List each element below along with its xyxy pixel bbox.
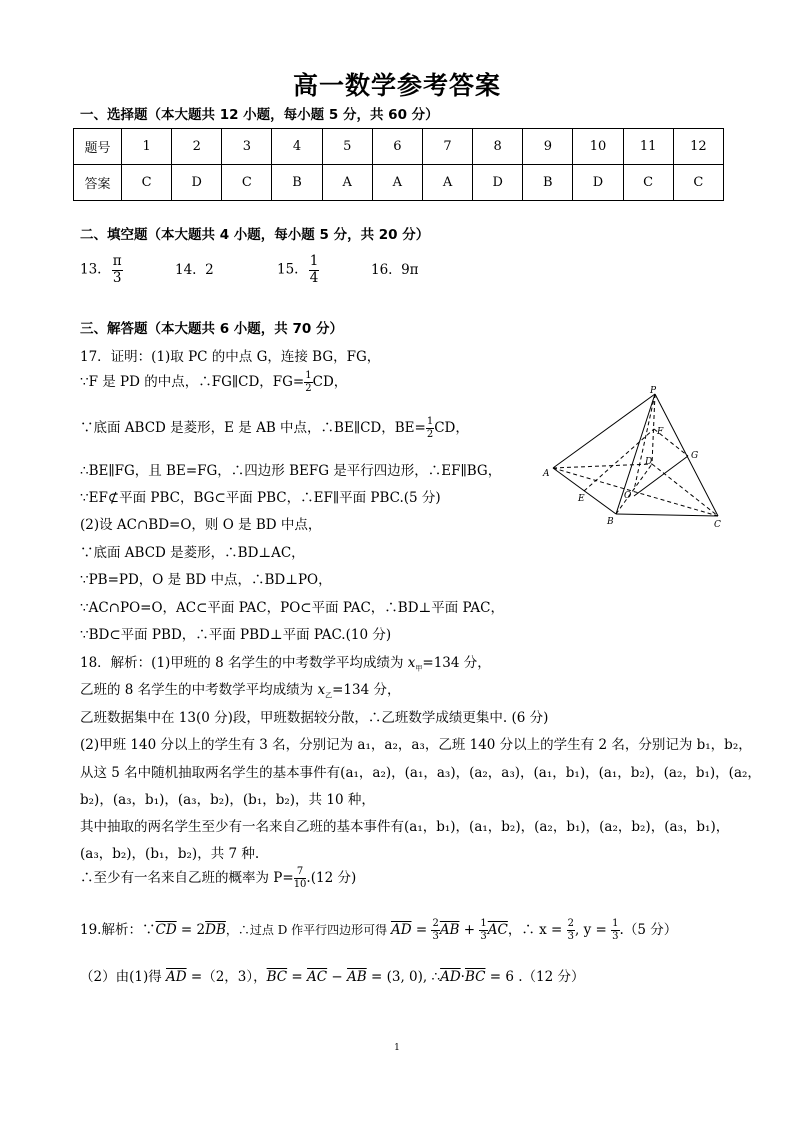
p19-line-1: 19.解析：$\because\overline{CD} = 2\overline{DB}$，∴过点 D 作平行四边形可得 $\overline{AD}$ = $\frac{2}{3}$ $\overline{AB}$ + $\frac{1}{3}$ $\overline{AC}$，∴ x = $\frac{2}{3}$ , y = $\frac{1}{3}$ .（5 分） [80, 918, 678, 942]
q16-label: 16. [371, 262, 393, 278]
p17-line-7: ∵底面 ABCD 是菱形，∴BD⊥AC， [80, 545, 305, 561]
label-c: C [714, 520, 721, 530]
q13-fraction: $\frac{\pi}{3}$ [112, 253, 122, 286]
table-cell: C [623, 165, 673, 201]
label-p: P [650, 386, 657, 396]
p17-line-8: ∵PB=PD，O 是 BD 中点，∴BD⊥PO， [80, 572, 332, 588]
p18-line-8: (a₃，b₂)，(b₁，b₂)，共 7 种. [80, 846, 260, 862]
table-cell: 11 [623, 129, 673, 165]
p18-line-2: 乙班的 8 名学生的中考数学平均成绩为 $x_乙=134$ 分， [80, 682, 401, 700]
table-cell: 10 [573, 129, 623, 165]
q13-label: 13. [80, 261, 102, 278]
q15-fraction: $\frac{1}{4}$ [309, 253, 319, 286]
label-o: O [624, 491, 632, 501]
q14-value: 2 [205, 262, 214, 278]
table-row-numbers [74, 129, 724, 165]
table-cell: D [172, 165, 222, 201]
label-g: G [691, 451, 699, 461]
table-cell: D [573, 165, 623, 201]
q15-label: 15. [277, 261, 299, 278]
section3-heading: 三、解答题（本大题共 6 小题，共 70 分） [80, 321, 343, 337]
table-cell: C [122, 165, 172, 201]
table-cell: 3 [222, 129, 272, 165]
p17-line-6: (2)设 AC∩BD=O，则 O 是 BD 中点， [80, 517, 322, 533]
p18-line-1: 18．解析：(1)甲班的 8 名学生的中考数学平均成绩为 $x_甲=134$ 分， [80, 655, 491, 673]
table-cell: 7 [422, 129, 472, 165]
table-cell: A [372, 165, 422, 201]
fraction: $\frac{7}{10}$ [293, 866, 307, 890]
p17-line-10: ∵BD⊂平面 PBD，∴平面 PBD⊥平面 PAC.(10 分) [80, 627, 392, 643]
table-cell: A [322, 165, 372, 201]
p17-line-1: 17．证明：(1)取 PC 的中点 G，连接 BG，FG， [80, 349, 381, 365]
row-label-answer: 答案 [74, 165, 122, 201]
q16-value: 9π [401, 262, 419, 278]
fraction: $\frac{1}{2}$ [426, 416, 434, 440]
label-e: E [578, 494, 585, 504]
table-row-answers [74, 165, 724, 201]
table-cell: 1 [122, 129, 172, 165]
p18-line-7: 其中抽取的两名学生至少有一名来自乙班的基本事件有(a₁，b₁)，(a₁，b₂)，(a₂，b₁)，(a₂，b₂)，(a₃，b₁)， [80, 819, 730, 835]
label-b: B [607, 517, 614, 527]
p18-line-3: 乙班数据集中在 13(0 分)段，甲班数据较分散，∴乙班数学成绩更集中. (6 分) [80, 710, 549, 726]
answer-15 [277, 255, 319, 285]
p18-line-5: 从这 5 名中随机抽取两名学生的基本事件有(a₁，a₂)，(a₁，a₃)，(a₂，a₃)，(a₁，b₁)，(a₁，b₂)，(a₂，b₁)，(a₂， [80, 765, 761, 781]
p18-line-4: (2)甲班 140 分以上的学生有 3 名，分别记为 a₁，a₂，a₃，乙班 140 分以上的学生有 2 名，分别记为 b₁，b₂， [80, 737, 752, 753]
p17-line-9: ∵AC∩PO=O，AC⊂平面 PAC，PO⊂平面 PAC，∴BD⊥平面 PAC， [80, 600, 504, 616]
p18-line-6: b₂)，(a₃，b₁)，(a₃，b₂)，(b₁，b₂)，共 10 种， [80, 792, 375, 808]
table-cell: 9 [523, 129, 573, 165]
table-cell: D [473, 165, 523, 201]
p19-line-2: （2）由(1)得 $\overline{AD} =(2$，3），$\overline{BC} = \overline{AC} - \overline{AB} = (3$, 0), $\therefore\overline{AD}\cdot\overline{BC} = 6$ .（12 分） [80, 969, 585, 985]
section2-heading: 二、填空题（本大题共 4 小题，每小题 5 分，共 20 分） [80, 227, 430, 243]
answer-13 [80, 255, 123, 285]
section1-heading: 一、选择题（本大题共 12 小题，每小题 5 分，共 60 分） [80, 107, 439, 123]
table-cell: C [673, 165, 723, 201]
table-cell: 4 [272, 129, 322, 165]
page-number: 1 [394, 1043, 400, 1053]
table-cell: 5 [322, 129, 372, 165]
label-a: A [543, 469, 550, 479]
table-cell: 12 [673, 129, 723, 165]
label-f: F [657, 427, 664, 437]
p17-line-2: ∵F 是 PD 的中点，∴FG∥CD，FG= $\frac{1}{2}$ CD， [80, 370, 348, 394]
p17-line-3: ∵底面 ABCD 是菱形，E 是 AB 中点，∴BE∥CD，BE= $\frac{1}{2}$ CD， [80, 416, 469, 440]
table-cell: B [523, 165, 573, 201]
p18-line-9: ∴至少有一名来自乙班的概率为 P= $\frac{7}{10}$ .(12 分) [80, 866, 357, 890]
answer-14 [175, 262, 214, 278]
table-cell: B [272, 165, 322, 201]
p17-line-4: ∴BE∥FG，且 BE=FG，∴四边形 BEFG 是平行四边形，∴EF∥BG， [80, 463, 502, 479]
table-cell: C [222, 165, 272, 201]
q14-label: 14. [175, 262, 197, 278]
table-cell: A [422, 165, 472, 201]
table-cell: 8 [473, 129, 523, 165]
answer-16 [371, 262, 419, 278]
p17-line-5: ∵EF⊄平面 PBC，BG⊂平面 PBC，∴EF∥平面 PBC.(5 分) [80, 490, 441, 506]
page-title: 高一数学参考答案 [292, 71, 501, 100]
answer-table [73, 128, 724, 201]
row-label-number: 题号 [74, 129, 122, 165]
table-cell: 2 [172, 129, 222, 165]
table-cell: 6 [372, 129, 422, 165]
pyramid-figure [538, 384, 728, 534]
label-d: D [645, 457, 653, 467]
fraction: $\frac{1}{2}$ [305, 370, 312, 394]
